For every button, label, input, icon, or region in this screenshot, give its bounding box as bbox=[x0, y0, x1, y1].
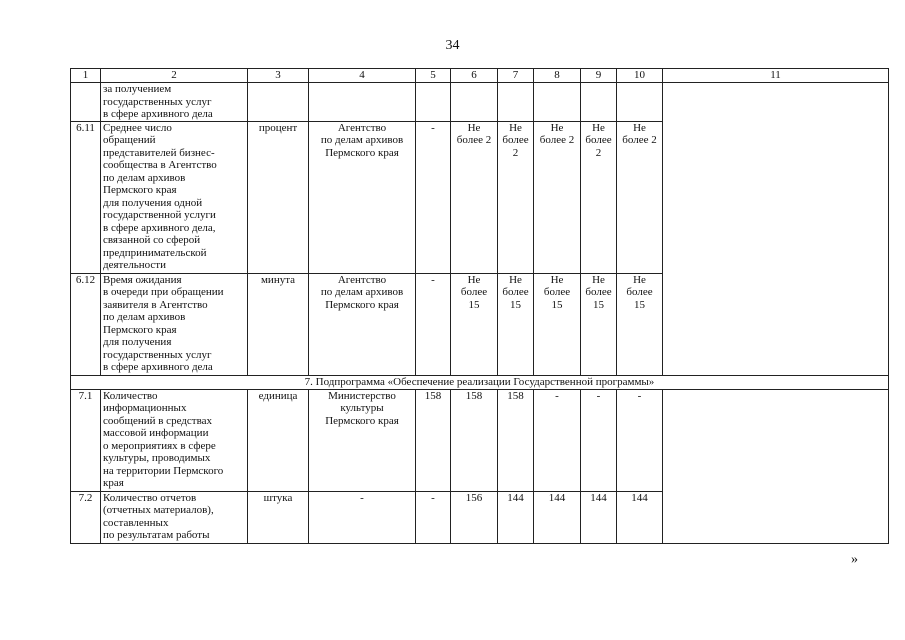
value-cell: Не более 15 bbox=[534, 273, 581, 375]
row-number: 7.2 bbox=[71, 491, 101, 543]
indicator-name: Время ожидания в очереди при обращении заявителя в Агентство по делам архивов Пермского края для получения государственных услуг в сфере архивного дела bbox=[101, 273, 248, 375]
value-cell: Не более 15 bbox=[451, 273, 498, 375]
section-title: 7. Подпрограмма «Обеспечение реализации Государственной программы» bbox=[71, 375, 889, 389]
indicators-table bbox=[70, 68, 889, 544]
header-cell: 10 bbox=[617, 69, 663, 83]
row-number: 6.12 bbox=[71, 273, 101, 375]
row-number: 6.11 bbox=[71, 121, 101, 273]
header-cell: 11 bbox=[663, 69, 889, 83]
agency-cell: Агентство по делам архивов Пермского края bbox=[309, 121, 416, 273]
row-number bbox=[71, 83, 101, 122]
indicator-name: за получением государственных услуг в сфере архивного дела bbox=[101, 83, 248, 122]
section-row bbox=[71, 375, 889, 389]
row-number: 7.1 bbox=[71, 389, 101, 491]
indicator-name: Количество отчетов (отчетных материалов), составленных по результатам работы bbox=[101, 491, 248, 543]
value-cell: Не более 15 bbox=[581, 273, 617, 375]
value-cell: 158 bbox=[451, 389, 498, 491]
value-cell: Не более 2 bbox=[498, 121, 534, 273]
page-number: 34 bbox=[445, 38, 460, 53]
value-cell: - bbox=[416, 273, 451, 375]
agency-cell: Агентство по делам архивов Пермского края bbox=[309, 273, 416, 375]
value-cell: Не более 2 bbox=[451, 121, 498, 273]
notes-cell bbox=[663, 389, 889, 543]
agency-cell bbox=[309, 83, 416, 122]
value-cell: - bbox=[617, 389, 663, 491]
value-cell: 144 bbox=[498, 491, 534, 543]
header-cell: 8 bbox=[534, 69, 581, 83]
value-cell: 144 bbox=[534, 491, 581, 543]
value-cell bbox=[617, 83, 663, 122]
notes-cell bbox=[663, 83, 889, 376]
value-cell: Не более 2 bbox=[534, 121, 581, 273]
value-cell: - bbox=[534, 389, 581, 491]
unit-cell: штука bbox=[248, 491, 309, 543]
header-cell: 9 bbox=[581, 69, 617, 83]
value-cell: 158 bbox=[498, 389, 534, 491]
value-cell: 158 bbox=[416, 389, 451, 491]
value-cell: 144 bbox=[581, 491, 617, 543]
unit-cell: единица bbox=[248, 389, 309, 491]
header-cell: 6 bbox=[451, 69, 498, 83]
header-cell: 4 bbox=[309, 69, 416, 83]
table-row bbox=[71, 83, 889, 122]
value-cell: Не более 15 bbox=[617, 273, 663, 375]
agency-cell: - bbox=[309, 491, 416, 543]
header-cell: 2 bbox=[101, 69, 248, 83]
value-cell bbox=[498, 83, 534, 122]
unit-cell bbox=[248, 83, 309, 122]
continuation-mark: » bbox=[851, 552, 858, 567]
value-cell bbox=[451, 83, 498, 122]
value-cell bbox=[416, 83, 451, 122]
value-cell: Не более 2 bbox=[617, 121, 663, 273]
header-cell: 3 bbox=[248, 69, 309, 83]
agency-cell: Министерство культуры Пермского края bbox=[309, 389, 416, 491]
value-cell: 156 bbox=[451, 491, 498, 543]
value-cell: Не более 2 bbox=[581, 121, 617, 273]
value-cell: - bbox=[416, 121, 451, 273]
value-cell bbox=[534, 83, 581, 122]
header-cell: 5 bbox=[416, 69, 451, 83]
value-cell: 144 bbox=[617, 491, 663, 543]
value-cell bbox=[581, 83, 617, 122]
header-cell: 1 bbox=[71, 69, 101, 83]
unit-cell: процент bbox=[248, 121, 309, 273]
header-cell: 7 bbox=[498, 69, 534, 83]
value-cell: - bbox=[416, 491, 451, 543]
indicator-name: Среднее число обращений представителей бизнес- сообщества в Агентство по делам архивов Пермского края для получения одной государственной услуги в сфере архивного дела, связанной со сферой предпринимательской деятельности bbox=[101, 121, 248, 273]
unit-cell: минута bbox=[248, 273, 309, 375]
table-row bbox=[71, 389, 889, 491]
value-cell: - bbox=[581, 389, 617, 491]
value-cell: Не более 15 bbox=[498, 273, 534, 375]
header-row bbox=[71, 69, 889, 83]
indicator-name: Количество информационных сообщений в средствах массовой информации о мероприятиях в сфере культуры, проводимых на территории Пермского края bbox=[101, 389, 248, 491]
